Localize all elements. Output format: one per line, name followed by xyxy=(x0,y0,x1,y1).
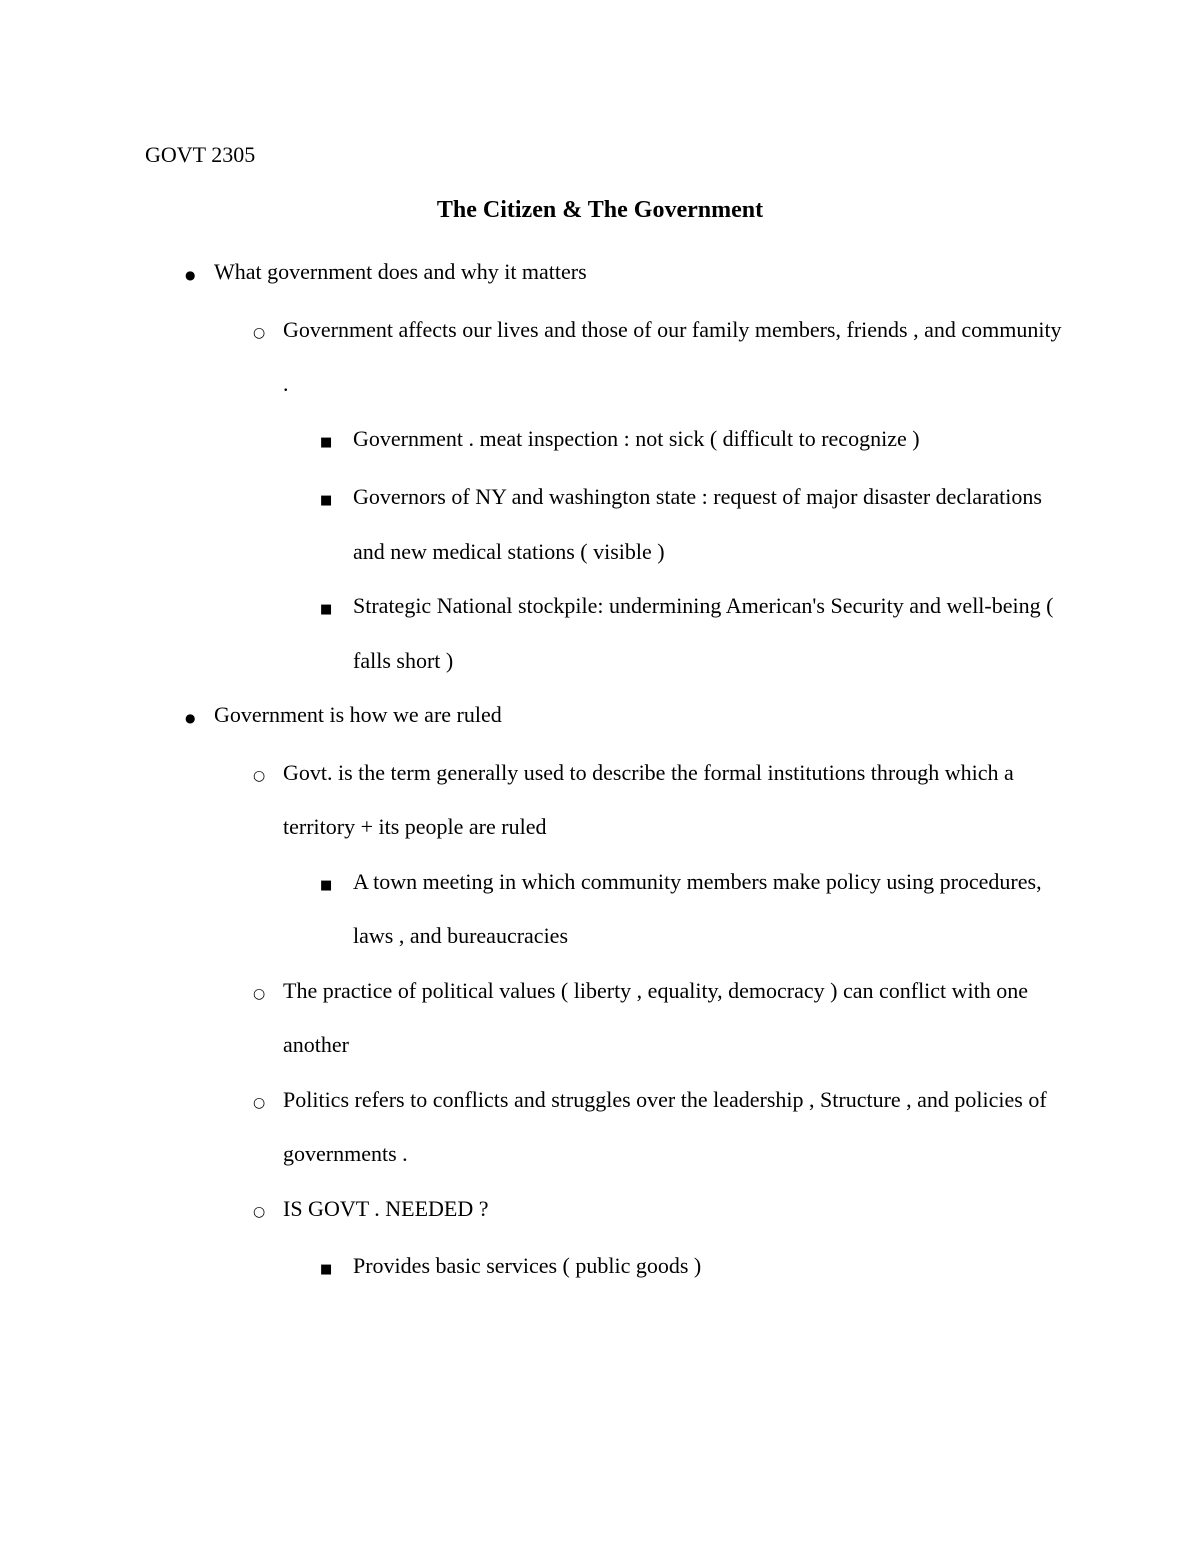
outline-item xyxy=(0,1182,1200,1240)
outline-item-text: A town meeting in which community members make policy using procedures, laws , and bureaucracies xyxy=(353,868,1042,948)
outline-item-text: The practice of political values ( liberty , equality, democracy ) can conflict with one another xyxy=(283,977,1029,1057)
circle-bullet-icon: ○ xyxy=(253,767,266,784)
outline-item-text: IS GOVT . NEEDED ? xyxy=(283,1195,489,1221)
outline-item-text: Government . meat inspection : not sick ( difficult to recognize ) xyxy=(353,425,920,451)
outline-item xyxy=(0,245,1200,303)
circle-bullet-icon: ○ xyxy=(253,985,266,1002)
square-bullet-icon: ■ xyxy=(320,1262,333,1277)
outline-item-text: Government affects our lives and those of our family members, friends , and community . xyxy=(283,316,1062,396)
square-bullet-icon: ■ xyxy=(320,602,333,617)
circle-bullet-icon: ○ xyxy=(253,1203,266,1220)
outline-item xyxy=(0,855,1200,964)
square-bullet-icon: ■ xyxy=(320,493,333,508)
outline-item xyxy=(0,303,1200,412)
outline-item xyxy=(0,688,1200,746)
outline-item xyxy=(0,1073,1200,1182)
outline-item-text: What government does and why it matters xyxy=(214,259,587,284)
square-bullet-icon: ■ xyxy=(320,434,333,450)
outline-item xyxy=(0,412,1200,471)
square-bullet-icon: ■ xyxy=(320,877,333,893)
outline-item-text: Govt. is the term generally used to describe the formal institutions through which a territory + its people are ruled xyxy=(283,759,1014,839)
outline-item xyxy=(0,1239,1200,1298)
outline-item-text: Provides basic services ( public goods ) xyxy=(353,1253,702,1278)
circle-bullet-icon: ○ xyxy=(253,1094,266,1111)
outline-item-text: Governors of NY and washington state : request of major disaster declarations and new medical stations ( visible ) xyxy=(353,484,1042,564)
outline-item xyxy=(0,746,1200,855)
outline-item-text: Politics refers to conflicts and struggles over the leadership , Structure , and policies of governments . xyxy=(283,1086,1047,1166)
outline-item xyxy=(0,964,1200,1073)
outline-list xyxy=(0,245,1200,1298)
page-title: The Citizen & The Government xyxy=(436,196,764,223)
disc-bullet-icon: ● xyxy=(185,711,196,725)
disc-bullet-icon: ● xyxy=(185,268,196,282)
outline-item xyxy=(0,470,1200,579)
outline-item xyxy=(0,579,1200,688)
outline-item-text: Government is how we are ruled xyxy=(214,702,502,727)
circle-bullet-icon: ○ xyxy=(253,324,266,341)
outline-item-text: Strategic National stockpile: undermining American's Security and well-being ( falls short ) xyxy=(353,593,1054,673)
course-code: GOVT 2305 xyxy=(145,142,256,167)
